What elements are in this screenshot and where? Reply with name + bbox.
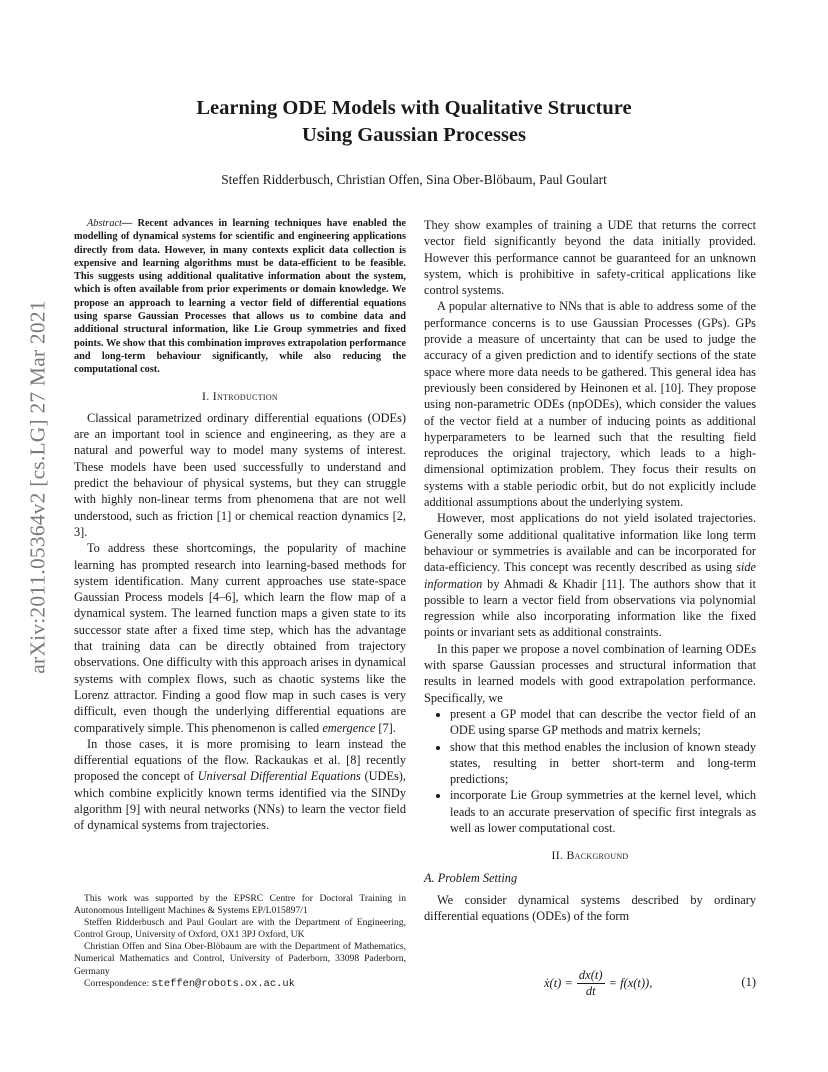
abstract-label: Abstract <box>87 218 122 229</box>
intro-p3-tail: (UDEs), which combine explicitly known terms identified via the SINDy algorithm [9] with neural networks (NNs) to learn the vector field of dynamical systems from trajectories. <box>74 769 406 833</box>
intro-p6-text: However, most applications do not yield isolated trajectories. Generally some additional qualitative information like long term behaviour or symmetries is available and can be incorporated for data-efficiency. This concept was recently described as using <box>424 511 756 575</box>
footnote-affiliation-paderborn: Christian Offen and Sina Ober-Blöbaum are with the Department of Mathematics, Numerical Mathematics and Control, University of Paderborn, 33098 Paderborn, Germany <box>74 941 406 977</box>
equation-lhs: ẋ(t) = <box>544 975 573 990</box>
equation-rhs: = f(x(t)), <box>608 975 653 990</box>
equation-1 <box>424 965 756 1001</box>
intro-paragraph-3 <box>74 736 406 834</box>
intro-p6-tail: by Ahmadi & Khadir [11]. The authors show that it possible to learn a vector field from observations via polynomial regression while also incorporating information like the fixed points or invariant sets as additional constraints. <box>424 576 756 640</box>
background-paragraph-1: We consider dynamical systems described by ordinary differential equations (ODEs) of the form <box>424 892 756 924</box>
abstract <box>74 217 406 377</box>
correspondence-email: steffen@robots.ox.ac.uk <box>151 977 295 990</box>
equation-body <box>544 965 652 1001</box>
paper-title <box>0 95 828 149</box>
title-line-1: Learning ODE Models with Qualitative Structure <box>196 97 632 119</box>
equation-number: (1) <box>741 975 756 989</box>
intro-paragraph-6 <box>424 510 756 640</box>
fraction-numerator: dx(t) <box>578 967 603 982</box>
intro-paragraph-5: A popular alternative to NNs that is able to address some of the performance concerns is to use Gaussian Processes (GPs). GPs provide a measure of uncertainty that can be used to judge the accuracy of a given prediction and to identify sections of the state space where more data needs to be gathered. This general idea has previously been considered by Heinonen et al. [10]. They propose using non-parametric ODEs (npODEs), which consider the values of the vector field at a number of inducing points as additional hyperparameters to be learned such that the resulting field reproduces the original trajectory, which leads to a high-dimensional optimization problem. They focus their results on systems with a stable periodic orbit, but do not explicitly include additional assumptions about the underlying system. <box>424 299 756 510</box>
contribution-item-3: • incorporate Lie Group symmetries at the kernel level, which leads to an accurate preservation of specific first integrals as well as lower computational cost. <box>450 787 756 836</box>
footnotes <box>74 893 406 990</box>
footnote-correspondence <box>74 978 406 990</box>
intro-p6-emphasis: side information <box>424 560 756 591</box>
footnote-affiliation-oxford: Steffen Ridderbusch and Paul Goulart are with the Department of Engineering, Control Group, University of Oxford, OX1 3PJ Oxford, UK <box>74 917 406 941</box>
intro-p3-text: In those cases, it is more promising to learn instead the differential equations of the flow. Rackaukas et al. [8] recently proposed the concept of <box>74 736 406 784</box>
intro-paragraph-1: Classical parametrized ordinary differential equations (ODEs) are an important tool in science and engineering, as they are a natural and powerful way to model many systems of interest. These models have been used successfully to understand and predict the behaviour of physical systems, but they can struggle with highly non-linear terms from phenomena that are not well understood, such as friction [1] or chemical reaction dynamics [2, 3]. <box>74 410 406 539</box>
author-list: Steffen Ridderbusch, Christian Offen, Sina Ober-Blöbaum, Paul Goulart <box>221 172 607 187</box>
correspondence-label: Correspondence: <box>84 977 152 989</box>
title-line-2: Using Gaussian Processes <box>301 124 526 146</box>
contribution-list <box>424 706 756 836</box>
intro-paragraph-7: In this paper we propose a novel combination of learning ODEs with sparse Gaussian processes and structural information that results in learned models with good extrapolation performance. Specifically, we <box>424 641 756 705</box>
footnote-funding: This work was supported by the EPSRC Centre for Doctoral Training in Autonomous Intelligent Machines & Systems EP/L015897/1 <box>74 893 406 917</box>
left-column <box>74 217 406 834</box>
intro-p2-emphasis: emergence <box>322 720 376 735</box>
intro-p3-emphasis: Universal Differential Equations <box>197 769 361 784</box>
fraction-denominator: dt <box>585 983 596 998</box>
section-heading-introduction: I. Introduction <box>201 388 279 403</box>
subsection-heading-problem-setting: A. Problem Setting <box>424 870 518 885</box>
section-heading-background: II. Background <box>551 848 629 863</box>
intro-paragraph-2 <box>74 540 406 736</box>
intro-p2-text: To address these shortcomings, the popularity of machine learning has prompted research into learning-based methods for system identification. Many current approaches use state-space Gaussian Process models [4–6], which learn the flow map of a dynamical system. The learned function maps a given state to its successor state after a fixed time step, which has the advantage that training data can be directly obtained from trajectory observations. One difficulty with this approach arises in dynamical systems with complex flows, such as chaotic systems like the Lorenz attractor. Finding a good flow map in such cases is very difficult, even though the underlying differential equations are comparatively simple. This phenomenon is called <box>74 541 406 735</box>
arxiv-sidebar-stamp <box>18 287 58 687</box>
intro-paragraph-4: They show examples of training a UDE that returns the correct vector field significantly beyond the data initially provided. However this performance cannot be guaranteed for an unknown system, which is prohibitive in safety-critical applications like control systems. <box>424 218 756 298</box>
equation-fraction <box>577 968 605 999</box>
intro-p2-tail: [7]. <box>375 720 396 735</box>
contribution-item-1: • present a GP model that can describe the vector field of an ODE using sparse GP methods and matrix kernels; <box>450 706 756 739</box>
right-column <box>424 217 756 924</box>
contribution-item-2: • show that this method enables the inclusion of known steady states, resulting in better short-term and long-term predictions; <box>450 739 756 788</box>
arxiv-identifier: arXiv:2011.05364v2 [cs.LG] 27 Mar 2021 <box>25 300 50 674</box>
abstract-text: — Recent advances in learning techniques have enabled the modelling of dynamical systems for scientific and engineering applications directly from data. However, in many contexts explicit data collection is expensive and learning algorithms must be data-efficient to be feasible. This suggests using additional qualitative information about the system, which is often available from prior experiments or domain knowledge. We propose an approach to learning a vector field of differential equations using sparse Gaussian Processes that allows us to combine data and additional structural information, like Lie Group symmetries and fixed points. We show that this combination improves extrapolation performance and long-term behaviour significantly, while also reducing the computational cost. <box>74 218 406 376</box>
